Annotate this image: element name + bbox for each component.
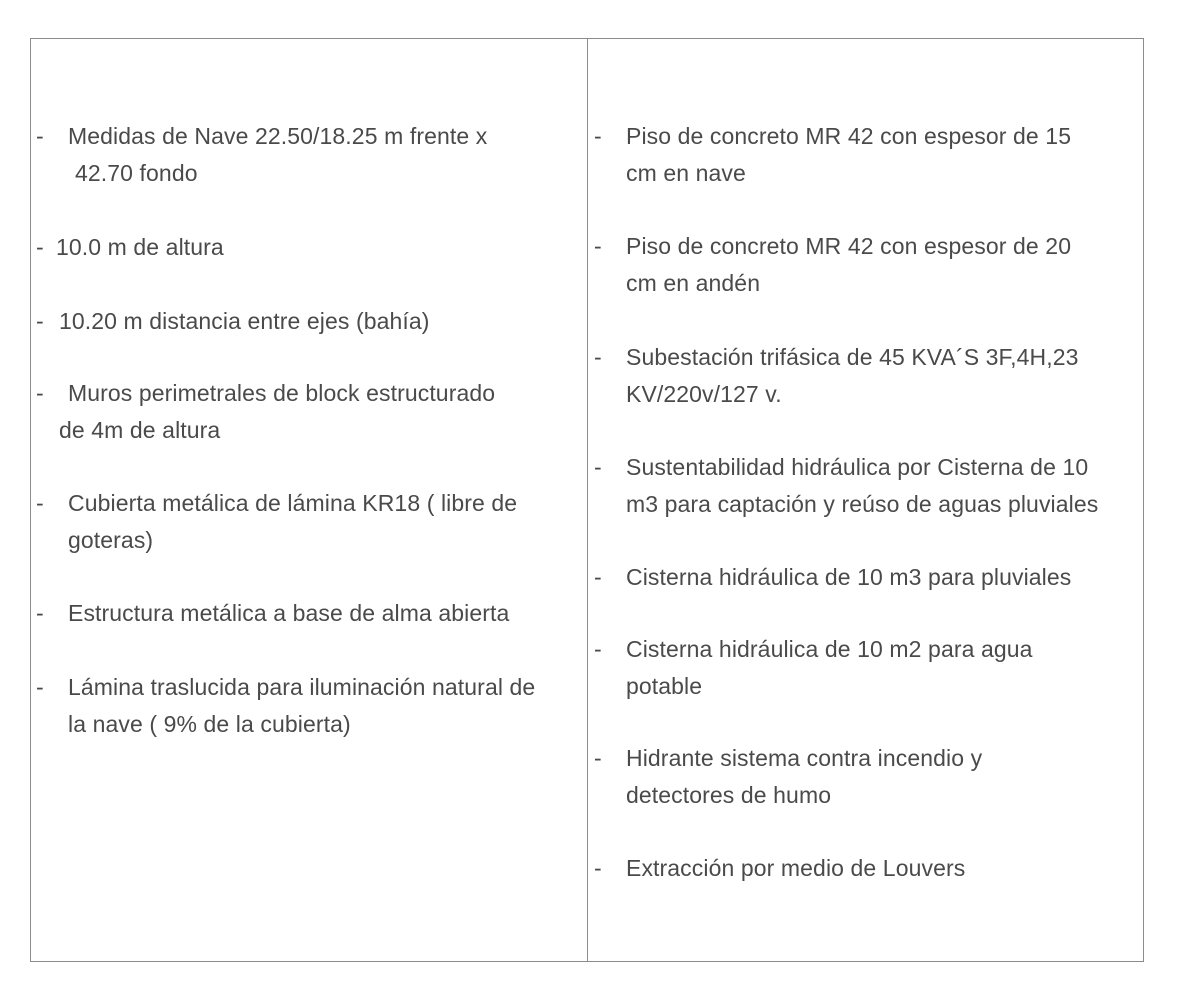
bullet-dash: - (36, 674, 44, 700)
bullet-dash: - (594, 123, 602, 149)
bullet-dash: - (36, 380, 44, 406)
spec-text-line: Sustentabilidad hidráulica por Cisterna de 10 (626, 454, 1089, 480)
spec-text-line: Lámina traslucida para iluminación natural de (68, 674, 536, 700)
spec-text-line: Extracción por medio de Louvers (626, 855, 966, 881)
left-column (31, 39, 587, 961)
bullet-dash: - (594, 233, 602, 259)
bullet-dash: - (36, 308, 44, 334)
spec-text-line: Muros perimetrales de block estructurado (68, 380, 496, 406)
spec-text-line: Piso de concreto MR 42 con espesor de 20 (626, 233, 1072, 259)
spec-text-line: 42.70 fondo (75, 160, 198, 186)
spec-text-line: m3 para captación y reúso de aguas pluviales (626, 491, 1099, 517)
spec-text-line: 10.20 m distancia entre ejes (bahía) (59, 308, 430, 334)
bullet-dash: - (36, 490, 44, 516)
spec-text-line: Cubierta metálica de lámina KR18 ( libre de (68, 490, 518, 516)
spec-table (30, 38, 1144, 962)
bullet-dash: - (594, 454, 602, 480)
bullet-dash: - (594, 636, 602, 662)
spec-text-line: Cisterna hidráulica de 10 m2 para agua (626, 636, 1033, 662)
right-column (588, 39, 1144, 961)
bullet-dash: - (594, 745, 602, 771)
spec-text-line: Estructura metálica a base de alma abierta (68, 600, 510, 626)
bullet-dash: - (594, 564, 602, 590)
bullet-dash: - (36, 600, 44, 626)
spec-text-line: de 4m de altura (59, 417, 221, 443)
bullet-dash: - (594, 344, 602, 370)
spec-text-line: detectores de humo (626, 782, 832, 808)
bullet-dash: - (594, 855, 602, 881)
spec-text-line: la nave ( 9% de la cubierta) (68, 711, 351, 737)
spec-text-line: Hidrante sistema contra incendio y (626, 745, 983, 771)
bullet-dash: - (36, 234, 44, 260)
spec-text-line: cm en andén (626, 270, 761, 296)
spec-text-line: Piso de concreto MR 42 con espesor de 15 (626, 123, 1072, 149)
spec-text-line: 10.0 m de altura (56, 234, 224, 260)
spec-text-line: Cisterna hidráulica de 10 m3 para pluviales (626, 564, 1072, 590)
spec-text-line: goteras) (68, 527, 154, 553)
bullet-dash: - (36, 123, 44, 149)
spec-text-line: Subestación trifásica de 45 KVA´S 3F,4H,23 (626, 344, 1079, 370)
spec-text-line: potable (626, 673, 703, 699)
spec-text-line: KV/220v/127 v. (626, 381, 782, 407)
spec-text-line: cm en nave (626, 160, 746, 186)
spec-text-line: Medidas de Nave 22.50/18.25 m frente x (68, 123, 488, 149)
